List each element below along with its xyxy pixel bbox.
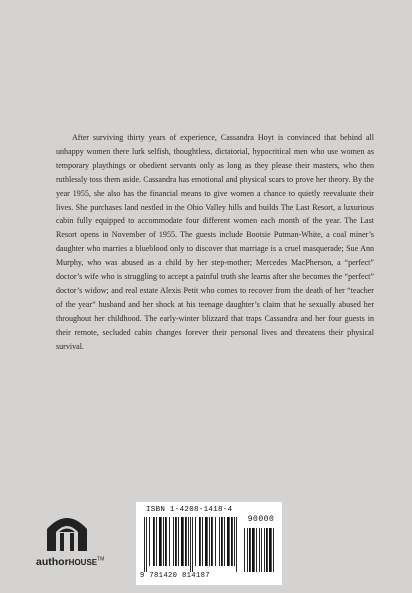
publisher-logo <box>36 511 106 571</box>
supplement-barcode-bars <box>244 528 276 572</box>
publisher-name <box>36 556 116 568</box>
isbn-label: ISBN 1-4208-1418-4 <box>146 506 233 514</box>
publisher-name-suffix: HOUSE <box>68 558 98 567</box>
isbn-barcode <box>136 502 282 585</box>
ean-barcode-bars <box>144 517 238 572</box>
price-supplement-digits: 90000 <box>247 515 275 524</box>
publisher-name-prefix: author <box>36 556 69 568</box>
trademark-symbol: TM <box>97 556 105 563</box>
synopsis-blurb <box>56 131 374 354</box>
synopsis-paragraph: After surviving thirty years of experience, Cassandra Hoyt is convinced that behind all unhappy women there lurk selfish, thoughtless, dictatorial, hypocritical men who use women as temporary playthings or obedient servants only as long as they please their masters, who then ruthlessly toss them aside. Cassandra has emotional and physical scars to prove her theory. By the year 1955, she also has the financial means to give women a chance to quietly reevaluate their lives. She purchases land nestled in the Ohio Valley hills and builds The Last Resort, a luxurious cabin fully equipped to accommodate four different women each month of the year. The Last Resort opens in November of 1955. The guests include Bootsie Putman-White, a coal miner’s daughter who marries a blueblood only to discover that marriage is a cruel masquerade; Sue Ann Murphy, who was abused as a child by her step-mother; Mercedes MacPherson, a “perfect” doctor’s wife who is struggling to accept a painful truth she learns after she becomes the “perfect” doctor’s widow; and real estate Alexis Petit who comes to recover from the death of her “teacher of the year” husband and her shock at his teenage daughter’s claim that he sexually abused her throughout her childhood. The early-winter blizzard that traps Cassandra and her four guests in their remote, secluded cabin changes forever their personal lives and threatens their physical survival. <box>56 133 374 351</box>
ean-digits: 9 781420 814187 <box>140 572 210 580</box>
authorhouse-arch-logo-icon <box>45 511 89 551</box>
